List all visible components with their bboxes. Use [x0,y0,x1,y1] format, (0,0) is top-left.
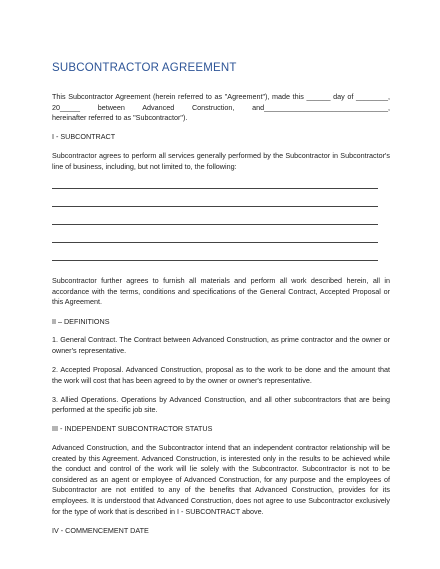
intro-line-2: 20_____ between Advanced Construction, and_______________________________, [52,102,390,112]
section-1-heading: I - SUBCONTRACT [52,132,116,142]
section-3-paragraph: Advanced Construction, and the Subcontractor intend that an independent contractor relationship will be created by this Agreement. Advanced Construction, is interested only in the results to be achieved while the conduct and control of the work will lie solely with the Subcontractor. Subcontractor is not to be considered as an agent or employee of Advanced Construction, for any purpose and the employees of Subcontractor are not entitled to any of the benefits that Advanced Construction, provides for its employees. It is understood that Advanced Construction, does not agree to use Subcontractor exclusively for the type of work that is described in I - SUBCONTRACT above. [52,443,390,516]
definition-allied-operations: 3. Allied Operations. Operations by Advanced Construction, and all other subcontractors that are being performed at the specific job site. [52,394,390,415]
services-blank-lines [52,176,390,266]
intro-line-1: This Subcontractor Agreement (herein referred to as "Agreement"), made this ______ day of ________, [52,92,390,101]
furnish-paragraph: Subcontractor further agrees to furnish all materials and perform all work described herein, all in accordance with the terms, conditions and specifications of the General Contract, Accepted Proposal or this Agreement. [52,276,390,307]
section-2-heading: II – DEFINITIONS [52,316,110,326]
blank-line[interactable] [52,212,390,230]
section-4-heading: IV - COMMENCEMENT DATE [52,525,149,535]
definition-general-contract: 1. General Contract. The Contract between Advanced Construction, as prime contractor and the owner or owner's representative. [52,335,390,355]
section-1-paragraph: Subcontractor agrees to perform all services generally performed by the Subcontractor in Subcontractor's line of business, including, but not limited to, the following: [52,150,390,171]
document-title: SUBCONTRACTOR AGREEMENT [52,62,237,74]
blank-line[interactable] [52,248,390,266]
blank-line[interactable] [52,194,390,212]
definition-accepted-proposal: 2. Accepted Proposal. Advanced Construction, proposal as to the work to be done and the amount that the work will cost that has been agreed to by the owner or owner's representative. [52,364,390,385]
blank-line[interactable] [52,230,390,248]
section-3-heading: III - INDEPENDENT SUBCONTRACTOR STATUS [52,424,213,434]
intro-paragraph [52,92,390,124]
intro-line-3: hereinafter referred to as "Subcontractor"). [52,113,188,123]
blank-line[interactable] [52,176,390,194]
